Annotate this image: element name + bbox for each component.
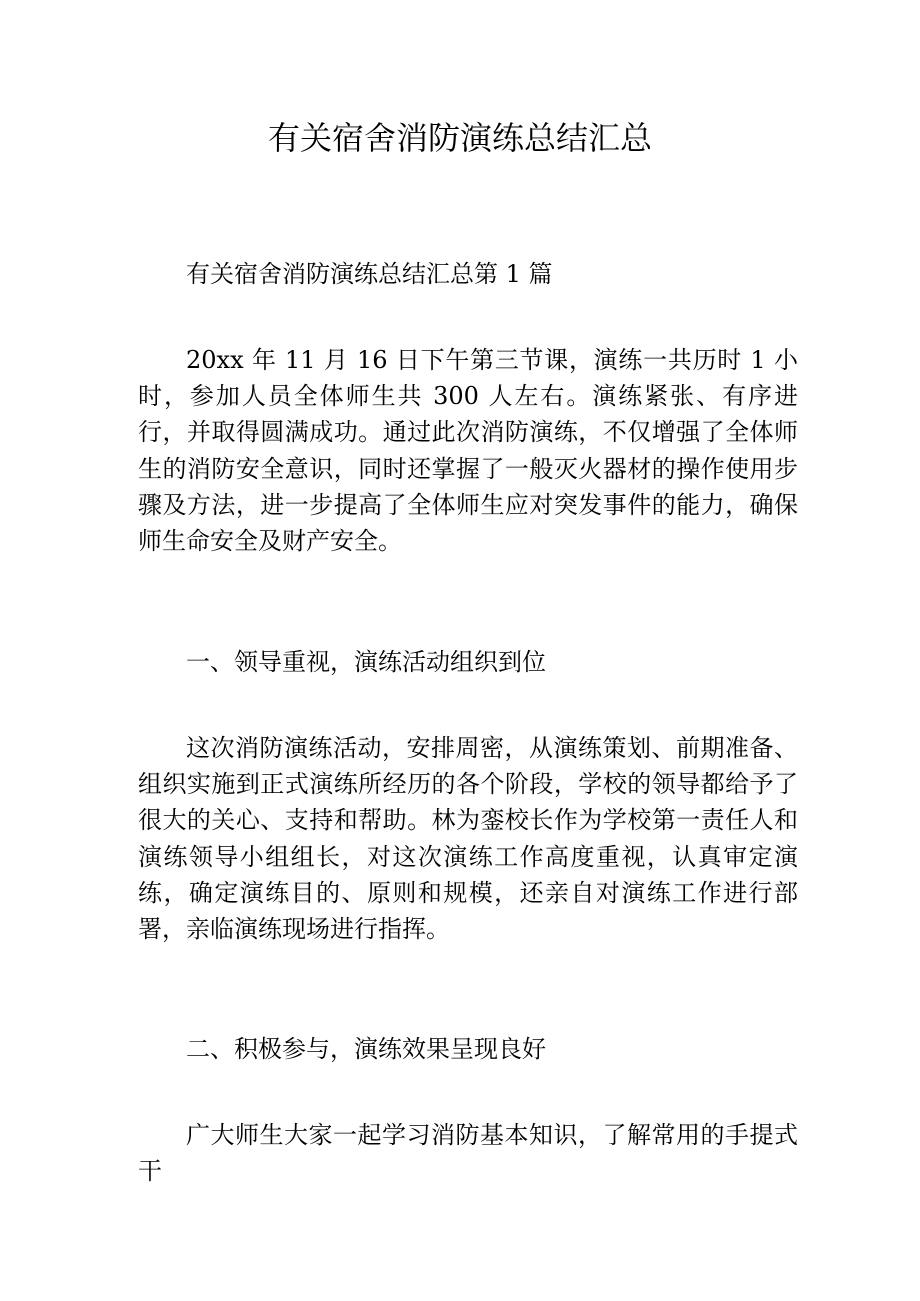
paragraph-leadership: 这次消防演练活动，安排周密，从演练策划、前期准备、组织实施到正式演练所经历的各个阶段，学校的领导都给予了很大的关心、支持和帮助。林为銮校长作为学校第一责任人和演练领导小组组长，对这次演练工作高度重视，认真审定演练，确定演练目的、原则和规模，还亲自对演练工作进行部署，亲临演练现场进行指挥。 <box>138 734 798 944</box>
document-title: 有关宿舍消防演练总结汇总 <box>267 119 652 157</box>
section-subtitle: 有关宿舍消防演练总结汇总第 1 篇 <box>186 260 553 288</box>
section-heading-participation: 二、积极参与，演练效果呈现良好 <box>186 1035 546 1063</box>
paragraph-participation: 广大师生大家一起学习消防基本知识，了解常用的手提式干 <box>138 1121 798 1186</box>
paragraph-intro: 20xx 年 11 月 16 日下午第三节课，演练一共历时 1 小时，参加人员全体师生共 300 人左右。演练紧张、有序进行，并取得圆满成功。通过此次消防演练，不仅增强了全体师生的消防安全意识，同时还掌握了一般灭火器材的操作使用步骤及方法，进一步提高了全体师生应对突发事件的能力，确保师生命安全及财产安全。 <box>138 346 798 556</box>
section-heading-leadership: 一、领导重视，演练活动组织到位 <box>186 648 546 676</box>
